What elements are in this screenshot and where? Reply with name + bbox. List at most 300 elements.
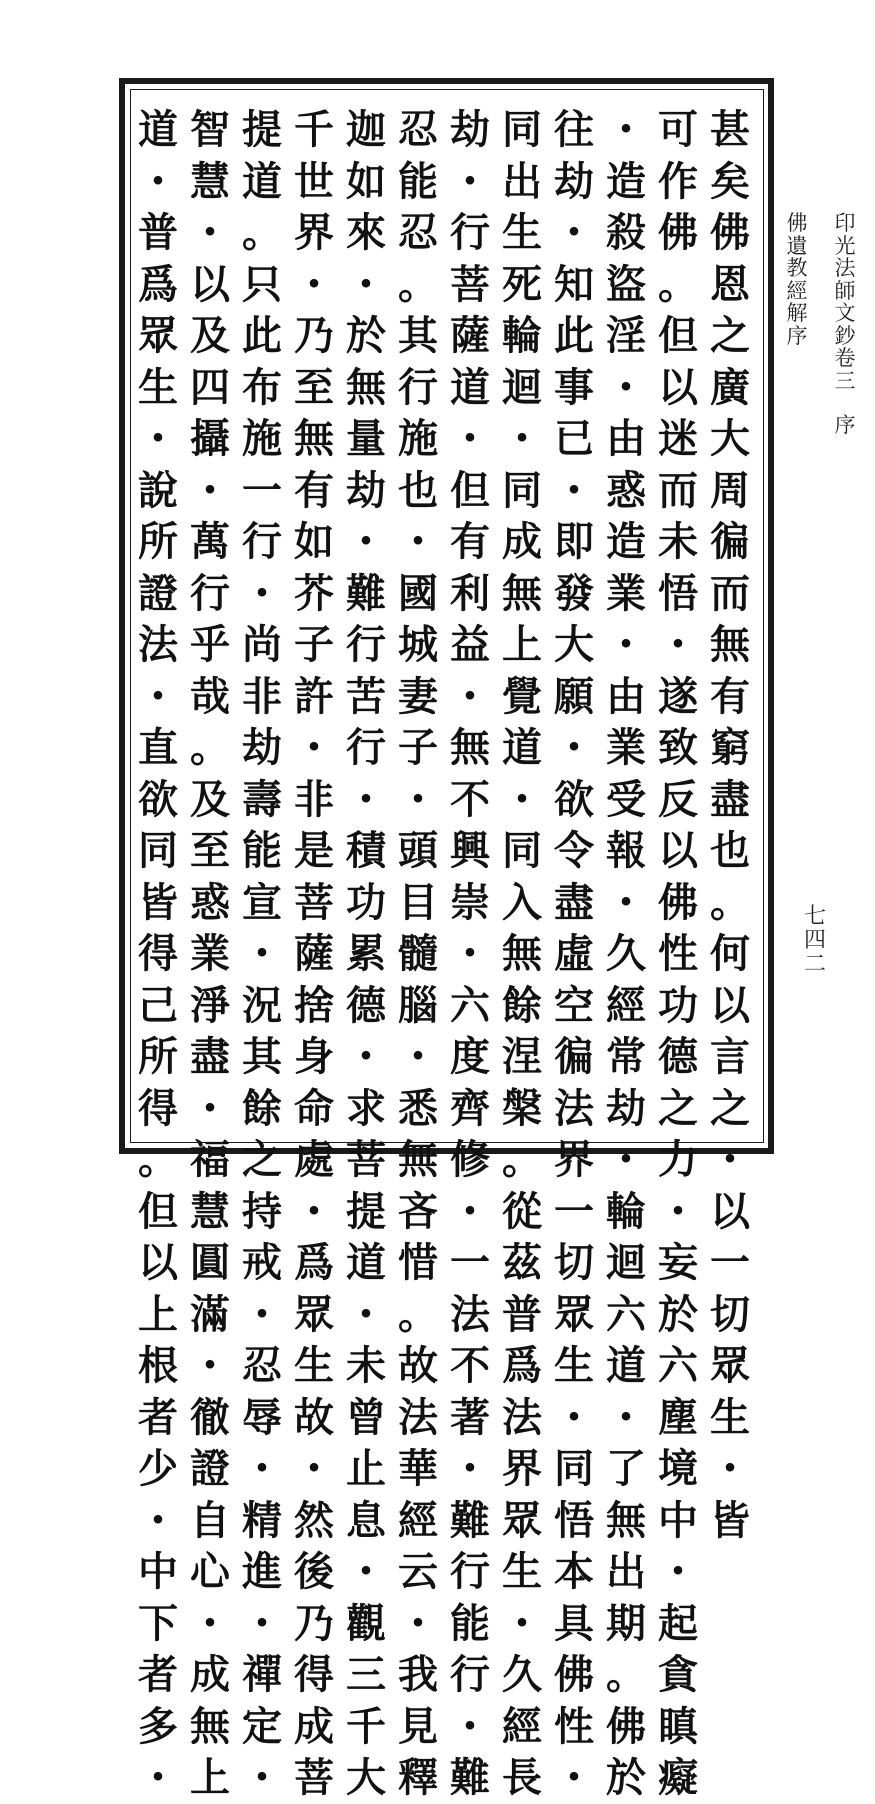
- text-char: 。: [138, 1136, 178, 1183]
- text-char: 精: [242, 1496, 282, 1544]
- text-char: ・: [450, 672, 490, 720]
- text-char: 根: [138, 1342, 178, 1389]
- text-char: 息: [346, 1496, 386, 1544]
- text-char: 萬: [190, 518, 230, 565]
- text-char: 忍: [242, 1342, 282, 1389]
- text-char: 累: [346, 930, 386, 977]
- text-char: 頭: [398, 827, 438, 874]
- text-char: 輪: [502, 312, 542, 359]
- text-char: 不: [450, 1342, 490, 1389]
- text-char: 業: [190, 930, 230, 977]
- text-char: 功: [658, 981, 698, 1029]
- text-char: ・: [190, 1599, 230, 1647]
- text-char: 道: [606, 1342, 646, 1389]
- text-char: ・: [242, 569, 282, 617]
- text-char: 境: [658, 1445, 698, 1492]
- text-char: 同: [502, 466, 542, 514]
- text-char: 爲: [294, 1239, 334, 1286]
- text-char: 茲: [502, 1239, 542, 1286]
- text-column: [496, 104, 548, 1801]
- text-char: 芥: [294, 569, 334, 617]
- text-char: 持: [242, 1187, 282, 1235]
- text-char: ・: [554, 466, 594, 514]
- text-char: 徧: [554, 1033, 594, 1080]
- margin-char: 師: [834, 278, 856, 303]
- margin-char: 序: [786, 323, 808, 348]
- text-char: 經: [398, 1496, 438, 1544]
- text-char: ・: [450, 1445, 490, 1492]
- text-char: 經: [606, 981, 646, 1029]
- text-char: 以: [710, 981, 750, 1029]
- text-char: ・: [138, 1754, 178, 1801]
- margin-char: 光: [834, 233, 856, 258]
- text-char: 有: [294, 466, 334, 514]
- text-char: 能: [242, 827, 282, 874]
- margin-char: 遺: [786, 233, 808, 258]
- text-char: 哉: [190, 672, 230, 720]
- text-char: 崇: [450, 878, 490, 926]
- text-char: 未: [346, 1342, 386, 1389]
- text-char: 行: [398, 363, 438, 411]
- text-char: 我: [398, 1651, 438, 1698]
- text-char: 。: [658, 260, 698, 308]
- margin-char: 序: [834, 413, 856, 437]
- text-char: ・: [710, 1136, 750, 1183]
- text-char: 非: [294, 775, 334, 823]
- text-char: ・: [606, 1136, 646, 1183]
- text-char: 六: [450, 981, 490, 1029]
- text-char: 皆: [710, 1496, 750, 1544]
- text-char: 許: [294, 672, 334, 720]
- text-column: [652, 104, 704, 1801]
- text-char: 普: [502, 1290, 542, 1338]
- text-char: 中: [658, 1496, 698, 1544]
- text-char: 長: [502, 1754, 542, 1801]
- text-char: 如: [346, 157, 386, 205]
- text-char: 來: [346, 209, 386, 256]
- text-char: ・: [190, 1342, 230, 1389]
- text-char: 眾: [138, 312, 178, 359]
- margin-char: 鈔: [834, 323, 856, 348]
- text-char: 者: [138, 1651, 178, 1698]
- text-column: [548, 104, 600, 1801]
- text-char: 積: [346, 827, 386, 874]
- text-char: 出: [502, 157, 542, 205]
- text-char: 貪: [658, 1651, 698, 1698]
- text-char: 一: [450, 1239, 490, 1286]
- text-char: 爲: [502, 1342, 542, 1389]
- text-char: 無: [294, 415, 334, 462]
- text-char: 起: [658, 1599, 698, 1647]
- text-char: ・: [294, 724, 334, 771]
- text-char: 於: [346, 312, 386, 359]
- text-char: 惑: [190, 878, 230, 926]
- text-char: ・: [346, 1290, 386, 1338]
- text-char: 量: [346, 415, 386, 462]
- text-char: ・: [606, 621, 646, 668]
- text-char: 進: [242, 1548, 282, 1595]
- text-char: 。: [190, 724, 230, 771]
- text-char: 以: [710, 1187, 750, 1235]
- text-char: 於: [658, 1290, 698, 1338]
- text-char: 悟: [658, 569, 698, 617]
- text-char: 辱: [242, 1393, 282, 1441]
- text-char: 云: [398, 1548, 438, 1595]
- text-char: 六: [606, 1290, 646, 1338]
- text-char: ・: [554, 209, 594, 256]
- text-char: 劫: [606, 1084, 646, 1132]
- text-char: 不: [450, 775, 490, 823]
- text-char: 行: [190, 569, 230, 617]
- text-char: ・: [346, 775, 386, 823]
- text-char: 及: [190, 775, 230, 823]
- text-char: 得: [138, 930, 178, 977]
- text-char: 皆: [138, 878, 178, 926]
- text-char: 證: [138, 569, 178, 617]
- text-char: 遂: [658, 672, 698, 720]
- chapter-title: [783, 212, 811, 347]
- text-char: 至: [190, 827, 230, 874]
- text-char: 生: [138, 363, 178, 411]
- text-char: 久: [502, 1651, 542, 1698]
- text-char: 行: [450, 209, 490, 256]
- text-char: 無: [710, 621, 750, 668]
- text-char: 盡: [190, 1033, 230, 1080]
- text-char: 後: [294, 1548, 334, 1595]
- text-char: ・: [450, 157, 490, 205]
- text-char: 生: [710, 1393, 750, 1441]
- text-char: 悟: [554, 1496, 594, 1544]
- text-char: 忍: [398, 209, 438, 256]
- text-char: 曾: [346, 1393, 386, 1441]
- text-char: 令: [554, 827, 594, 874]
- text-char: 道: [450, 363, 490, 411]
- text-char: 事: [554, 363, 594, 411]
- text-char: 四: [190, 363, 230, 411]
- text-char: 城: [398, 621, 438, 668]
- text-char: 迦: [346, 106, 386, 153]
- margin-char: 印: [834, 211, 856, 235]
- text-char: 所: [138, 1033, 178, 1080]
- margin-char: 佛: [786, 211, 808, 235]
- text-char: ・: [554, 1393, 594, 1441]
- text-char: 生: [502, 1548, 542, 1595]
- text-char: 妄: [658, 1239, 698, 1286]
- text-char: 得: [138, 1084, 178, 1132]
- text-char: 法: [502, 1393, 542, 1441]
- text-char: 迷: [658, 415, 698, 462]
- text-char: 劫: [346, 466, 386, 514]
- text-char: 報: [606, 827, 646, 874]
- text-char: 成: [190, 1651, 230, 1698]
- text-char: 提: [242, 106, 282, 153]
- text-char: 釋: [398, 1754, 438, 1801]
- text-char: ・: [346, 260, 386, 308]
- text-char: 成: [502, 518, 542, 565]
- text-char: ・: [658, 621, 698, 668]
- text-char: 。: [398, 260, 438, 308]
- text-char: 周: [710, 466, 750, 514]
- text-char: 直: [138, 724, 178, 771]
- text-column: [288, 104, 340, 1801]
- page-number: [800, 905, 830, 977]
- text-char: 盡: [710, 775, 750, 823]
- text-char: 行: [450, 1548, 490, 1595]
- text-char: 常: [606, 1033, 646, 1080]
- text-column: [184, 104, 236, 1801]
- text-char: 尚: [242, 621, 282, 668]
- text-char: 國: [398, 569, 438, 617]
- text-char: 大: [346, 1754, 386, 1801]
- text-char: 而: [710, 569, 750, 617]
- text-char: 空: [554, 981, 594, 1029]
- text-char: ・: [450, 415, 490, 462]
- text-char: 眾: [502, 1496, 542, 1544]
- text-char: 提: [346, 1187, 386, 1235]
- text-char: 性: [554, 1702, 594, 1750]
- text-char: ・: [606, 106, 646, 153]
- text-char: 同: [138, 827, 178, 874]
- text-char: 佛: [554, 1651, 594, 1698]
- text-char: 妻: [398, 672, 438, 720]
- text-char: 矣: [710, 157, 750, 205]
- text-char: 無: [398, 1136, 438, 1183]
- text-char: ・: [398, 775, 438, 823]
- text-char: 定: [242, 1702, 282, 1750]
- text-char: 非: [242, 672, 282, 720]
- text-char: 廣: [710, 363, 750, 411]
- text-char: 法: [554, 1084, 594, 1132]
- text-char: 佛: [710, 209, 750, 256]
- text-char: 無: [190, 1702, 230, 1750]
- text-char: 癡: [658, 1754, 698, 1801]
- text-char: 德: [346, 981, 386, 1029]
- text-char: 觀: [346, 1599, 386, 1647]
- text-char: 之: [242, 1136, 282, 1183]
- text-char: 菩: [450, 260, 490, 308]
- text-char: 盡: [554, 878, 594, 926]
- margin-char: 三: [834, 368, 856, 393]
- text-char: 業: [606, 724, 646, 771]
- text-char: 徧: [710, 518, 750, 565]
- text-char: 發: [554, 569, 594, 617]
- text-char: 處: [294, 1136, 334, 1183]
- text-char: 度: [450, 1033, 490, 1080]
- text-char: 眾: [554, 1290, 594, 1338]
- text-char: 戒: [242, 1239, 282, 1286]
- text-char: 命: [294, 1084, 334, 1132]
- text-char: 未: [658, 518, 698, 565]
- text-char: 千: [346, 1702, 386, 1750]
- text-column: [444, 104, 496, 1801]
- book-title: [831, 212, 859, 392]
- text-char: ・: [242, 930, 282, 977]
- text-char: 切: [710, 1290, 750, 1338]
- text-char: 興: [450, 827, 490, 874]
- text-char: 大: [710, 415, 750, 462]
- text-char: 施: [242, 415, 282, 462]
- text-char: 無: [450, 724, 490, 771]
- text-char: 菩: [346, 1136, 386, 1183]
- text-char: 故: [398, 1342, 438, 1389]
- margin-char: 文: [834, 301, 856, 325]
- text-char: 菩: [294, 1754, 334, 1801]
- text-char: 以: [658, 363, 698, 411]
- text-char: 可: [658, 106, 698, 153]
- text-char: 。: [710, 878, 750, 926]
- text-char: ・: [554, 724, 594, 771]
- text-char: ・: [606, 1393, 646, 1441]
- text-char: 盜: [606, 260, 646, 308]
- text-char: ・: [658, 1548, 698, 1595]
- text-char: 。: [606, 1651, 646, 1698]
- text-char: 受: [606, 775, 646, 823]
- text-char: 造: [606, 518, 646, 565]
- text-char: 界: [502, 1445, 542, 1492]
- text-char: 也: [398, 466, 438, 514]
- text-char: 致: [658, 724, 698, 771]
- text-char: 之: [658, 1084, 698, 1132]
- text-char: 子: [398, 724, 438, 771]
- text-char: 。: [398, 1290, 438, 1338]
- text-char: 無: [346, 363, 386, 411]
- text-char: 眾: [710, 1342, 750, 1389]
- text-char: 佛: [606, 1702, 646, 1750]
- text-char: 以: [138, 1239, 178, 1286]
- text-char: 劫: [450, 106, 490, 153]
- text-char: 之: [710, 312, 750, 359]
- text-char: 覺: [502, 672, 542, 720]
- text-char: 徹: [190, 1393, 230, 1441]
- text-char: 說: [138, 466, 178, 514]
- text-char: ・: [450, 1187, 490, 1235]
- text-char: 德: [658, 1033, 698, 1080]
- text-char: 求: [346, 1084, 386, 1132]
- margin-char: 四: [803, 928, 826, 953]
- text-char: 至: [294, 363, 334, 411]
- text-char: 而: [658, 466, 698, 514]
- text-char: 普: [138, 209, 178, 256]
- text-char: 行: [242, 518, 282, 565]
- text-char: 何: [710, 930, 750, 977]
- text-char: 界: [554, 1136, 594, 1183]
- text-char: 造: [606, 157, 646, 205]
- text-char: 。: [242, 209, 282, 256]
- text-char: 菩: [294, 878, 334, 926]
- text-char: 但: [658, 312, 698, 359]
- running-head-chapter: [783, 212, 811, 592]
- text-column: [704, 104, 756, 1544]
- text-char: 大: [554, 621, 594, 668]
- text-char: ・: [606, 363, 646, 411]
- text-char: 及: [190, 312, 230, 359]
- text-char: 苦: [346, 672, 386, 720]
- margin-char: 卷: [834, 346, 856, 370]
- text-char: 圓: [190, 1239, 230, 1286]
- text-char: 其: [398, 312, 438, 359]
- text-char: 塵: [658, 1393, 698, 1441]
- text-char: 但: [138, 1187, 178, 1235]
- text-char: 況: [242, 981, 282, 1029]
- text-char: 是: [294, 827, 334, 874]
- text-char: 涅: [502, 1033, 542, 1080]
- text-char: 然: [294, 1496, 334, 1544]
- text-char: ・: [190, 1084, 230, 1132]
- text-char: ・: [138, 157, 178, 205]
- text-char: 止: [346, 1445, 386, 1492]
- text-char: 生: [554, 1342, 594, 1389]
- text-char: 成: [294, 1702, 334, 1750]
- text-char: 即: [554, 518, 594, 565]
- text-char: ・: [502, 1599, 542, 1647]
- text-char: 也: [710, 827, 750, 874]
- text-char: ・: [398, 518, 438, 565]
- text-char: 修: [450, 1136, 490, 1183]
- text-column: [132, 104, 184, 1801]
- text-char: 得: [294, 1651, 334, 1698]
- text-char: 己: [138, 981, 178, 1029]
- text-char: 見: [398, 1702, 438, 1750]
- text-char: 身: [294, 1033, 334, 1080]
- text-char: 難: [346, 569, 386, 617]
- text-char: 所: [138, 518, 178, 565]
- text-char: 無: [502, 569, 542, 617]
- text-char: 道: [242, 157, 282, 205]
- text-char: 行: [346, 724, 386, 771]
- text-char: 六: [658, 1342, 698, 1389]
- text-char: ・: [190, 466, 230, 514]
- text-char: 具: [554, 1599, 594, 1647]
- text-char: 自: [190, 1496, 230, 1544]
- text-char: 餘: [242, 1084, 282, 1132]
- margin-char: 經: [786, 278, 808, 303]
- text-char: 攝: [190, 415, 230, 462]
- text-char: 恩: [710, 260, 750, 308]
- margin-char: 七: [803, 904, 826, 929]
- text-char: 之: [710, 1084, 750, 1132]
- text-char: 力: [658, 1136, 698, 1183]
- text-char: 功: [346, 878, 386, 926]
- text-char: 子: [294, 621, 334, 668]
- body-text: [138, 104, 756, 1801]
- text-char: 殺: [606, 209, 646, 256]
- text-char: ・: [242, 1754, 282, 1801]
- text-char: 薩: [294, 930, 334, 977]
- text-char: 慧: [190, 1187, 230, 1235]
- text-char: ・: [294, 1445, 334, 1492]
- text-char: ・: [242, 1599, 282, 1647]
- margin-char: 解: [786, 301, 808, 325]
- text-char: 道: [138, 106, 178, 153]
- text-char: 中: [138, 1548, 178, 1595]
- text-char: 欲: [138, 775, 178, 823]
- text-char: ・: [138, 672, 178, 720]
- text-char: 如: [294, 518, 334, 565]
- text-char: 。: [502, 1136, 542, 1183]
- text-char: 同: [502, 827, 542, 874]
- text-char: 甚: [710, 106, 750, 153]
- text-char: 欲: [554, 775, 594, 823]
- text-char: 其: [242, 1033, 282, 1080]
- text-char: 業: [606, 569, 646, 617]
- text-char: 此: [554, 312, 594, 359]
- text-char: ・: [346, 1033, 386, 1080]
- text-char: ・: [606, 878, 646, 926]
- text-char: 經: [502, 1702, 542, 1750]
- running-head-book: [831, 212, 859, 592]
- text-char: 上: [138, 1290, 178, 1338]
- text-char: 從: [502, 1187, 542, 1235]
